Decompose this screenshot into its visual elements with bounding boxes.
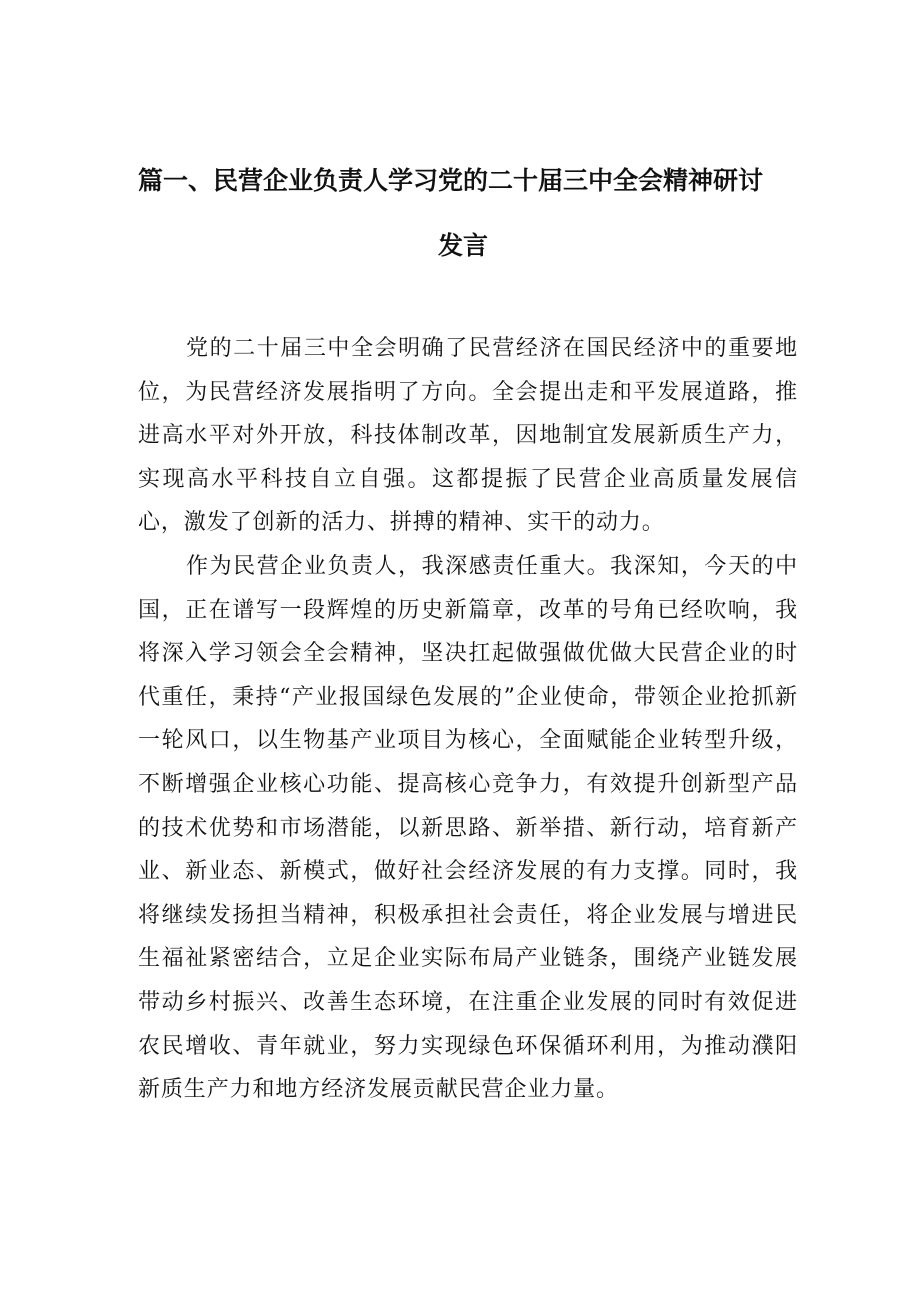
- paragraph-1: 党的二十届三中全会明确了民营经济在国民经济中的重要地位，为民营经济发展指明了方向。全会提出走和平发展道路，推进高水平对外开放，科技体制改革，因地制宜发展新质生产力，实现高水平科技自立自强。这都提振了民营企业高质量发展信心，激发了创新的活力、拼搏的精神、实干的动力。: [138, 336, 798, 536]
- document-title-line-1: 篇一、民营企业负责人学习党的二十届三中全会精神研讨: [138, 166, 764, 195]
- paragraph-2: 作为民营企业负责人，我深感责任重大。我深知，今天的中国，正在谱写一段辉煌的历史新篇章，改革的号角已经吹响，我将深入学习领会全会精神，坚决扛起做强做优做大民营企业的时代重任，秉持“产业报国绿色发展的”企业使命，带领企业抢抓新一轮风口，以生物基产业项目为核心，全面赋能企业转型升级，不断增强企业核心功能、提高核心竞争力，有效提升创新型产品的技术优势和市场潜能，以新思路、新举措、新行动，培育新产业、新业态、新模式，做好社会经济发展的有力支撑。同时，我将继续发扬担当精神，积极承担社会责任，将企业发展与增进民生福祉紧密结合，立足企业实际布局产业链条，围绕产业链发展带动乡村振兴、改善生态环境，在注重企业发展的同时有效促进农民增收、青年就业，努力实现绿色环保循环利用，为推动濮阳新质生产力和地方经济发展贡献民营企业力量。: [138, 553, 798, 1103]
- document-body: [138, 327, 798, 1112]
- document-title-line-2: 发言: [437, 231, 488, 260]
